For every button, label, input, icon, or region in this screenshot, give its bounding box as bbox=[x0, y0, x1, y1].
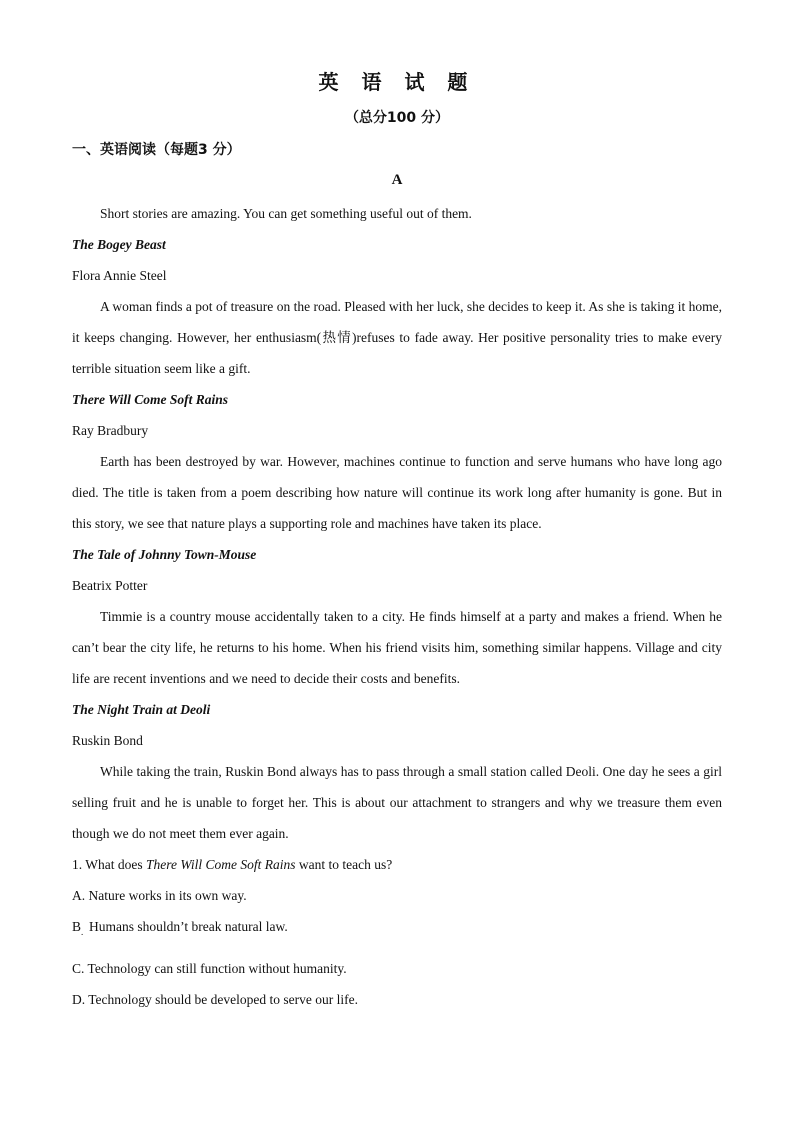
question-prefix: 1. What does bbox=[72, 857, 146, 872]
story-summary: While taking the train, Ruskin Bond always has to pass through a small station called Deoli. One day he sees a girl selling fruit and he is unable to forget her. This is about our attachment to strangers and why we treasure them even though we do not meet them ever again. bbox=[72, 764, 722, 841]
passage-intro: Short stories are amazing. You can get something useful out of them. bbox=[100, 206, 472, 221]
story-title: The Tale of Johnny Town-Mouse bbox=[72, 547, 257, 562]
story-author: Beatrix Potter bbox=[72, 578, 148, 593]
option-b-dot: . bbox=[81, 927, 84, 937]
option-c: C. Technology can still function without humanity. bbox=[72, 961, 347, 976]
option-b-text: Humans shouldn’t break natural law. bbox=[89, 919, 288, 934]
option-a: A. Nature works in its own way. bbox=[72, 888, 247, 903]
story-author: Ruskin Bond bbox=[72, 733, 143, 748]
passage-body bbox=[72, 198, 722, 1015]
exam-total-score: （总分100 分） bbox=[344, 110, 450, 126]
question-suffix: want to teach us? bbox=[295, 857, 393, 872]
section-heading: 一、英语阅读（每题3 分） bbox=[72, 142, 241, 158]
story-author: Ray Bradbury bbox=[72, 423, 149, 438]
story-author: Flora Annie Steel bbox=[72, 268, 167, 283]
question-title-ref: There Will Come Soft Rains bbox=[146, 857, 296, 872]
question-1 bbox=[72, 849, 722, 880]
option-b bbox=[72, 911, 722, 942]
option-d: D. Technology should be developed to serve our life. bbox=[72, 992, 358, 1007]
story-summary: Timmie is a country mouse accidentally taken to a city. He finds himself at a party and makes a friend. When he can’t bear the city life, he returns to his home. When his friend visits him, something similar happens. Village and city life are recent inventions and we need to decide their costs and benefits. bbox=[72, 609, 722, 686]
story-title: The Night Train at Deoli bbox=[72, 702, 211, 717]
passage-letter: A bbox=[391, 172, 403, 188]
option-b-letter: B bbox=[72, 919, 82, 934]
story-title: There Will Come Soft Rains bbox=[72, 392, 229, 407]
story-title: The Bogey Beast bbox=[72, 237, 166, 252]
story-summary: Earth has been destroyed by war. However, machines continue to function and serve humans who have long ago died. The title is taken from a poem describing how nature will continue its work long after humanity is gone. But in this story, we see that nature plays a supporting role and machines have taken its place. bbox=[72, 454, 722, 531]
exam-title: 英 语 试 题 bbox=[318, 70, 476, 94]
story-summary: A woman finds a pot of treasure on the road. Pleased with her luck, she decides to keep it. As she is taking it home, it keeps changing. However, her enthusiasm(热情)refuses to fade away. Her positive personality tries to make every terrible situation seem like a gift. bbox=[72, 299, 722, 376]
